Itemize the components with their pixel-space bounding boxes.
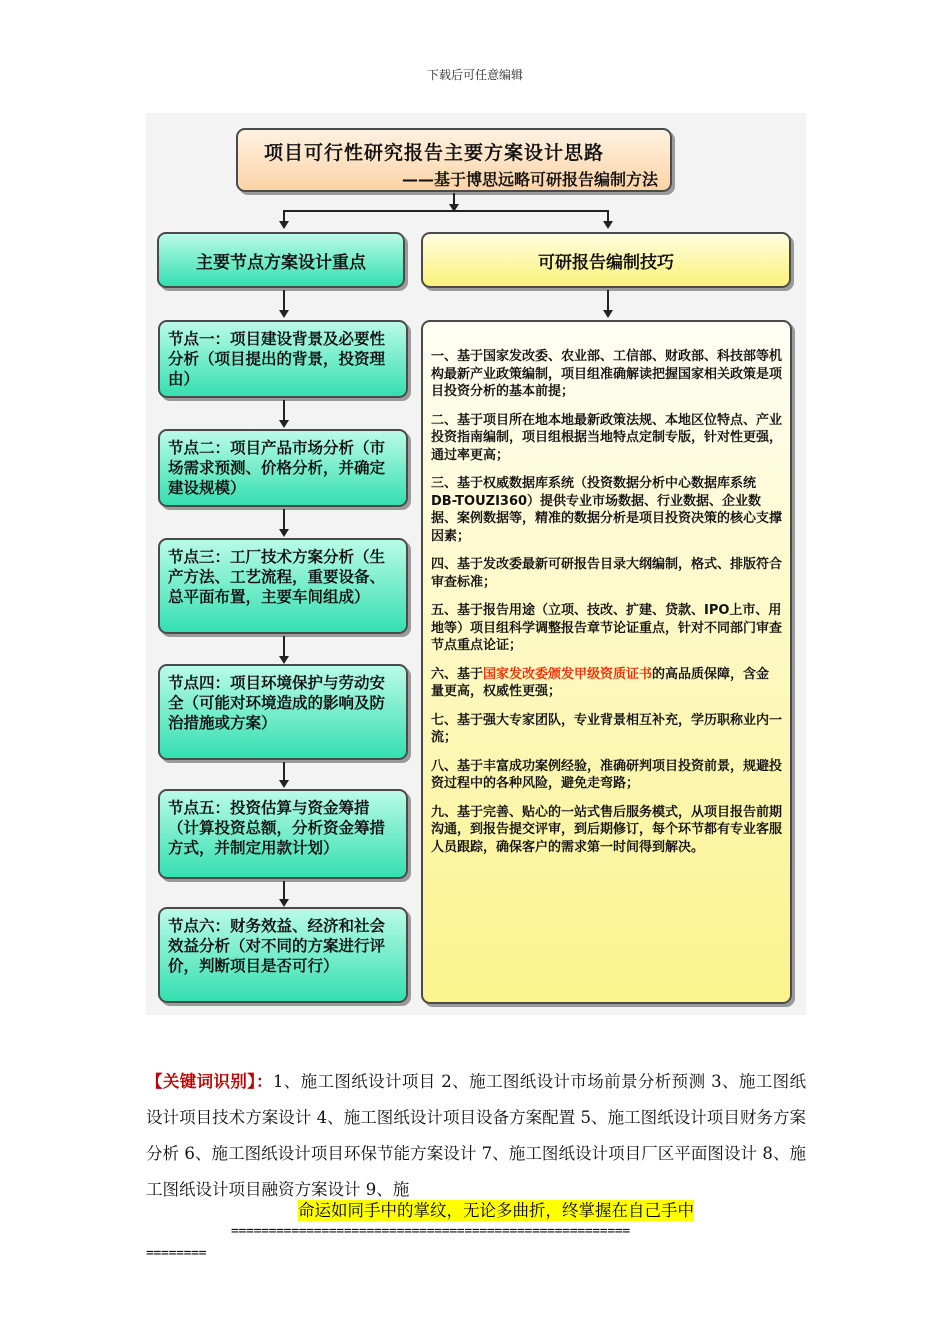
- left-heading-box: 主要节点方案设计重点: [157, 232, 405, 288]
- node-4: 节点四：项目环境保护与劳动安全（可能对环境造成的影响及防治措施或方案）: [158, 664, 408, 760]
- tip-2: 二、基于项目所在地本地最新政策法规、本地区位特点、产业投资指南编制，项目组根据当地特点定制专版，针对性更强，通过率更高；: [431, 412, 783, 463]
- keywords-text: 1、施工图纸设计项目 2、施工图纸设计市场前景分析预测 3、施工图纸设计项目技术方案设计 4、施工图纸设计项目设备方案配置 5、施工图纸设计项目财务方案分析 6、施工图纸设计项目环保节能方案设计 7、施工图纸设计项目厂区平面图设计 8、施工图纸设计项目融资方案设计 9、施: [146, 1072, 807, 1199]
- left-heading-arrow: [283, 290, 285, 312]
- node-arrow-4: [283, 762, 285, 782]
- node-arrow-1: [283, 400, 285, 422]
- motto-text: 命运如同手中的掌纹，无论多曲折，终掌握在自己手中: [298, 1201, 694, 1220]
- tip-6: [431, 666, 782, 701]
- node-5: 节点五：投资估算与资金筹措（计算投资总额，分析资金筹措方式，并制定用款计划）: [158, 789, 408, 879]
- left-branch-arrow: [283, 210, 285, 223]
- separator-line-1: =====================================================: [231, 1224, 630, 1239]
- tip-6-highlight: 国家发改委颁发甲级资质证书: [483, 666, 653, 682]
- node-6: 节点六：财务效益、经济和社会效益分析（对不同的方案进行评价，判断项目是否可行）: [158, 907, 408, 1003]
- tip-3: 三、基于权威数据库系统（投资数据分析中心数据库系统DB-TOUZI360）提供专业市场数据、行业数据、企业数据、案例数据等，精准的数据分析是项目投资决策的核心支撑因素；: [431, 476, 783, 544]
- separator-line-2: ========: [146, 1246, 207, 1261]
- tip-8: 八、基于丰富成功案例经验，准确研判项目投资前景，规避投资过程中的各种风险，避免走弯路；: [431, 758, 783, 791]
- split-connector: [283, 210, 609, 212]
- tip-9: 九、基于完善、贴心的一站式售后服务模式，从项目报告前期沟通，到报告提交评审，到后期修订，每个环节都有专业客服人员跟踪，确保客户的需求第一时间得到解决。: [431, 804, 783, 855]
- motto-line: [146, 1197, 806, 1221]
- title-down-connector: [453, 193, 455, 206]
- node-1: 节点一：项目建设背景及必要性分析（项目提出的背景，投资理由）: [158, 320, 408, 398]
- tip-6-prefix: 六、基于: [431, 666, 484, 682]
- right-heading-arrow: [607, 290, 609, 312]
- keywords-paragraph: [146, 1064, 806, 1208]
- node-arrow-3: [283, 636, 285, 658]
- node-arrow-5: [283, 881, 285, 901]
- keywords-label: 【关键词识别】：: [146, 1072, 273, 1091]
- node-3: 节点三：工厂技术方案分析（生产方法、工艺流程，重要设备、总平面布置，主要车间组成）: [158, 538, 408, 634]
- tip-4: 四、基于发改委最新可研报告目录大纲编制，格式、排版符合审查标准；: [431, 557, 783, 590]
- tip-6-suffix: 的高品质保障，含金量更高，权威性更强；: [431, 666, 770, 699]
- right-branch-arrow: [607, 210, 609, 223]
- node-arrow-2: [283, 509, 285, 531]
- flowchart-title: 项目可行性研究报告主要方案设计思路: [264, 142, 605, 164]
- tip-1: 一、基于国家发改委、农业部、工信部、财政部、科技部等机构最新产业政策编制，项目组准确解读把握国家相关政策是项目投资分析的基本前提；: [431, 349, 783, 399]
- tip-5: 五、基于报告用途（立项、技改、扩建、贷款、IPO上市、用地等）项目组科学调整报告章节论证重点，针对不同部门审查节点重点论证；: [431, 603, 783, 653]
- tip-7: 七、基于强大专家团队，专业背景相互补充，学历职称业内一流；: [431, 712, 783, 745]
- header-note: 下载后可任意编辑: [426, 68, 523, 82]
- flowchart-title-box: [236, 128, 672, 192]
- tips-box: [421, 320, 792, 1004]
- right-heading-box: 可研报告编制技巧: [421, 232, 791, 288]
- node-2: 节点二：项目产品市场分析（市场需求预测、价格分析，并确定建设规模）: [158, 429, 408, 507]
- flowchart-subtitle: ——基于博思远略可研报告编制方法: [401, 170, 658, 189]
